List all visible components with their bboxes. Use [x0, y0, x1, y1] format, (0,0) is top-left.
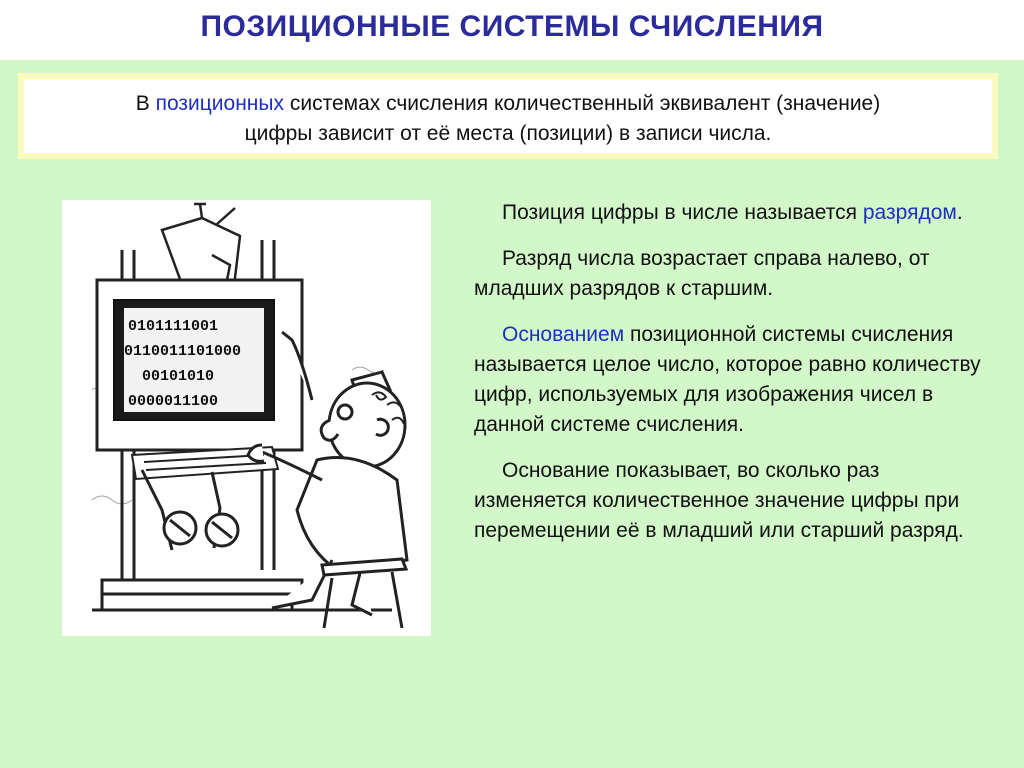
paragraph-rank-order [474, 244, 994, 304]
definition-text [30, 89, 986, 149]
slide-title: ПОЗИЦИОННЫЕ СИСТЕМЫ СЧИСЛЕНИЯ [200, 10, 824, 43]
p1-highlight: разрядом [862, 201, 957, 224]
paragraph-position [474, 198, 994, 228]
illustration-drawing [62, 200, 431, 636]
screen-line-3: 00101010 [142, 368, 215, 385]
screen-line-1: 0101111001 [128, 318, 219, 335]
p3-highlight: Основанием [502, 323, 625, 346]
p4-text: Основание показывает, во сколько раз изменяется количественное значение цифры при перемещении её в младший или старший разряд. [474, 459, 964, 542]
paragraph-base-meaning [474, 456, 994, 546]
screen-line-2: 0110011101000 [124, 343, 242, 360]
text-column [474, 198, 994, 562]
p1-text: Позиция цифры в числе называется [502, 201, 863, 224]
computer-operator-illustration [62, 200, 431, 636]
definition-line1-rest: системах счисления количественный эквивалент (значение) [284, 92, 881, 115]
title-bar [0, 0, 1024, 60]
definition-line2: цифры зависит от её места (позиции) в записи числа. [244, 122, 772, 145]
p2-text: Разряд числа возрастает справа налево, от младших разрядов к старшим. [474, 247, 930, 300]
definition-box [18, 73, 998, 159]
screen-line-4: 0000011100 [128, 393, 219, 410]
p3-text: позиционной системы счисления называется целое число, которое равно количеству цифр, используемых для изображения чисел в данной системе счисления. [474, 323, 981, 436]
definition-prefix: В [135, 92, 156, 115]
paragraph-base-definition [474, 320, 994, 440]
p1-end: . [956, 201, 963, 224]
definition-highlight: позиционных [155, 92, 284, 115]
